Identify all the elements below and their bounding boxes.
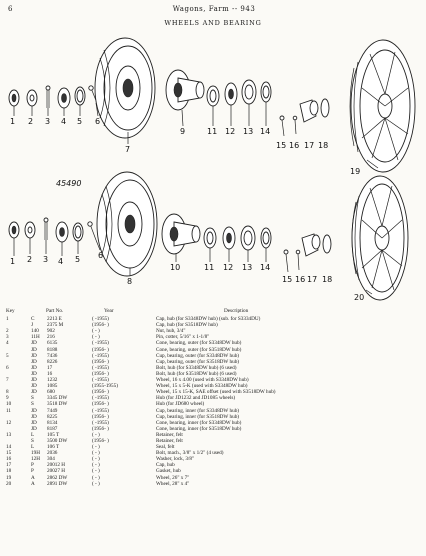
row-prefix: S [31, 395, 34, 402]
row-prefix: JD [31, 358, 37, 365]
row-prefix: 11H [31, 334, 40, 341]
hub-cap-part [9, 90, 19, 106]
row-description: Retainer, felt [156, 437, 183, 444]
callout: 2 [28, 117, 34, 126]
row-year: (1956- ) [92, 413, 109, 420]
row-key: 2 [6, 328, 9, 335]
callout: 15 [276, 141, 287, 150]
row-prefix: L [31, 444, 35, 451]
row-key: 14 [6, 444, 12, 451]
row-description: Cup, bearing, inner (for S3518DW hub) [156, 413, 240, 420]
bottom-assembly [9, 172, 408, 300]
row-number: 3345 DW [47, 395, 68, 402]
inner-cone-part [225, 83, 237, 105]
row-description: Washer, lock, 3/8" [156, 456, 195, 463]
callout: 4 [58, 257, 64, 266]
row-prefix: JD [31, 377, 37, 384]
row-key: 9 [6, 395, 9, 402]
row-prefix: 12H [31, 456, 40, 463]
row-year: ( - ) [92, 456, 100, 463]
row-number: 2891 DW [47, 480, 68, 487]
row-prefix: 19H [31, 450, 40, 457]
felt-retainer-part-b [241, 226, 255, 250]
hub-9 [166, 70, 204, 110]
row-description: Retainer, felt [156, 431, 183, 438]
hub-gasket-part-b [323, 235, 331, 253]
callout: 4 [61, 117, 67, 126]
row-year: ( - ) [92, 450, 100, 457]
row-description: Cup, bearing, outer (for S3518DW hub) [156, 358, 240, 365]
row-year: (1956- ) [92, 425, 109, 432]
row-prefix: S [31, 401, 34, 408]
row-prefix: JD [31, 340, 37, 347]
inner-cup-part [207, 86, 219, 106]
col-year-header: Year [104, 308, 114, 314]
row-number: 8225 [47, 413, 58, 420]
row-prefix: P [31, 462, 34, 469]
inner-cone-part-b [223, 227, 235, 249]
row-number: 20027 H [47, 468, 66, 475]
row-prefix: JD [31, 370, 37, 377]
row-prefix: JD [31, 389, 37, 396]
row-prefix: C [31, 316, 35, 323]
col-part-header: Part No. [46, 308, 64, 314]
exploded-parts-illustration [0, 28, 426, 304]
row-prefix: JD [31, 407, 37, 414]
hub-gasket-part [321, 99, 329, 117]
row-prefix: JD [31, 425, 37, 432]
row-year: ( -1955) [92, 395, 109, 402]
row-year: ( -1955) [92, 340, 109, 347]
callouts-top [10, 117, 360, 176]
page-title: Wagons, Farm -- 943 [172, 5, 256, 13]
row-key: 6 [6, 364, 9, 371]
row-year: ( -1955) [92, 407, 109, 414]
row-year: ( -1955) [92, 352, 109, 359]
felt-retainer-part [242, 80, 256, 104]
callout: 20 [354, 293, 365, 302]
row-number: 7449 [47, 407, 58, 414]
row-prefix: J [31, 322, 34, 329]
callout: 14 [260, 127, 271, 136]
row-prefix: L [31, 431, 35, 438]
lock-washer-part-b [296, 250, 300, 270]
row-description: Bolt, hub (for S3518DW hub) (6 used) [156, 370, 237, 377]
row-year: (1956- ) [92, 389, 109, 396]
row-number: 106 T [47, 444, 60, 451]
hub-10 [162, 214, 200, 254]
row-description: Pin, cotter, 5/16" x 1-1/8" [156, 334, 210, 341]
row-prefix: A [31, 474, 35, 481]
row-year: ( - ) [92, 474, 100, 481]
row-year: ( -1955) [92, 364, 109, 371]
disc-wheel-8 [97, 172, 157, 276]
callouts-bottom [10, 251, 364, 302]
row-year: ( -1955) [92, 316, 109, 323]
row-number: 1085 [47, 383, 58, 390]
callout: 5 [75, 255, 81, 264]
row-year: ( - ) [92, 462, 100, 469]
row-key: 18 [6, 468, 12, 475]
page-header [8, 4, 420, 16]
felt-seal-part [261, 82, 271, 102]
leader-lines [14, 102, 378, 294]
cotter-pin-part [46, 86, 50, 108]
row-number: 8226 [47, 358, 58, 365]
hub-nut-part [27, 90, 37, 106]
row-prefix: A [31, 480, 35, 487]
callout: 5 [77, 117, 83, 126]
callout: 11 [207, 127, 218, 136]
row-prefix: S [31, 437, 34, 444]
hub-cap-17-part [300, 100, 318, 122]
figure-id: 45490 [56, 179, 82, 188]
row-description: Wheel, 26" x 7" [156, 474, 190, 481]
row-number: 17 [47, 364, 53, 371]
callout: 2 [27, 255, 33, 264]
row-key: 5 [6, 352, 9, 359]
row-description: Hub (for JD680 wheel) [156, 401, 205, 408]
row-number: 1232 [47, 377, 58, 384]
row-description: Nut, hub, 3/4" [156, 328, 186, 335]
lock-washer-part [293, 116, 297, 134]
row-key: 17 [6, 462, 12, 469]
row-key: 3 [6, 334, 9, 341]
hub-cap-part-b [9, 222, 19, 238]
row-number: 902 [47, 328, 55, 335]
callout: 13 [243, 127, 254, 136]
inner-cup-part-b [204, 228, 216, 248]
row-description: Wheel, 16 x 4.00 (used with S3348DW hub) [156, 377, 249, 384]
row-key: 20 [6, 480, 12, 487]
row-number: 3518 DW [47, 401, 68, 408]
row-year: ( -1955) [92, 377, 109, 384]
page-number: 6 [8, 5, 13, 13]
row-description: Bolt, mach., 3/8" x 1/2" (4 used) [156, 450, 224, 457]
row-description: Cone, bearing, inner (for S3348DW hub) [156, 419, 242, 426]
row-description: Cap, hub (for S3348DW hub) (sub. for S3334DU) [156, 316, 261, 323]
cotter-pin-part-b [44, 218, 48, 240]
spoke-wheel-19 [350, 40, 415, 172]
row-number: 8188 [47, 346, 58, 353]
row-number: 7436 [47, 352, 58, 359]
row-number: 2213 E [47, 316, 62, 323]
row-description: Cup, bearing, inner (for S3348DW hub) [156, 407, 240, 414]
row-number: 680 [47, 389, 55, 396]
row-key: 7 [6, 377, 9, 384]
row-description: Wheel, 15 x 5-K (used with S3348DW hub) [156, 383, 248, 390]
row-description: Cone, bearing, inner (for S3518DW hub) [156, 425, 242, 432]
row-year: (1956- ) [92, 358, 109, 365]
disc-wheel-7 [95, 38, 155, 138]
row-prefix: JD [31, 419, 37, 426]
row-description: Cup, bearing, outer (for S3348DW hub) [156, 352, 240, 359]
row-description: Wheel, 28" x 4" [156, 480, 190, 487]
callout: 17 [304, 141, 315, 150]
callout: 7 [125, 145, 131, 154]
row-key: 10 [6, 401, 12, 408]
row-description: Gasket, hub [156, 468, 181, 475]
callout: 3 [43, 255, 49, 264]
row-year: ( - ) [92, 431, 100, 438]
hub-bolt-part-b [88, 222, 96, 240]
callout: 16 [289, 141, 300, 150]
table-row [6, 481, 422, 487]
row-number: 3500 DW [47, 437, 68, 444]
row-key: 15 [6, 450, 12, 457]
callout: 16 [295, 275, 306, 284]
row-prefix: JD [31, 364, 37, 371]
row-number: 2375 M [47, 322, 64, 329]
row-prefix: JD [31, 352, 37, 359]
callout: 8 [127, 277, 133, 286]
row-number: 20012 H [47, 462, 66, 469]
row-key: 13 [6, 431, 12, 438]
section-title: WHEELS AND BEARING [164, 19, 262, 27]
row-year: ( - ) [92, 444, 100, 451]
row-key: 16 [6, 456, 12, 463]
row-description: Seal, felt [156, 444, 175, 451]
row-prefix: JD [31, 383, 37, 390]
row-year: ( - ) [92, 328, 100, 335]
callout: 18 [322, 275, 333, 284]
callout: 14 [260, 263, 271, 272]
row-number: 2862 DW [47, 474, 68, 481]
row-key: 8 [6, 389, 9, 396]
row-prefix: P [31, 468, 34, 475]
callout: 6 [95, 117, 101, 126]
parts-list [6, 308, 422, 487]
row-description: Bolt, hub (for S3348DW hub) (6 used) [156, 364, 237, 371]
row-number: 8134 [47, 419, 58, 426]
col-desc-header: Description [224, 308, 249, 314]
callout: 17 [307, 275, 318, 284]
row-key: 4 [6, 340, 9, 347]
mach-bolt-part [280, 116, 284, 136]
row-year: (1956- ) [92, 370, 109, 377]
row-year: ( -1955) [92, 419, 109, 426]
callout: 12 [225, 127, 236, 136]
row-year: ( - ) [92, 468, 100, 475]
row-prefix: JD [31, 413, 37, 420]
row-number: 8187 [47, 425, 58, 432]
row-description: Hub (for JD1232 and JD1085 wheels) [156, 395, 236, 402]
row-description: Wheel, 15 x 15-K, SAE offset (used with S3518DW hub) [156, 389, 276, 396]
parts-list-header [6, 308, 422, 314]
row-key: 19 [6, 474, 12, 481]
row-number: 105 T [47, 431, 60, 438]
row-year: (1956- ) [92, 322, 109, 329]
row-key: 11 [6, 407, 11, 414]
callout: 1 [10, 117, 16, 126]
callout: 6 [98, 251, 104, 260]
row-number: 304 [47, 456, 55, 463]
row-number: 6135 [47, 340, 58, 347]
row-description: Cone, bearing, outer (for S3348DW hub) [156, 340, 242, 347]
callout: 13 [242, 263, 253, 272]
callout: 15 [282, 275, 293, 284]
outer-cup-part [75, 87, 85, 105]
parts-rows [6, 316, 422, 487]
outer-cone-part-b [56, 222, 68, 242]
row-description: Cap, hub [156, 462, 175, 469]
callout: 11 [204, 263, 215, 272]
row-year: (1956- ) [92, 437, 109, 444]
callout: 9 [180, 127, 186, 136]
spoke-wheel-20 [352, 176, 408, 300]
top-assembly [9, 38, 415, 172]
row-prefix: JD [31, 346, 37, 353]
row-number: 216 [47, 334, 55, 341]
row-key: 1 [6, 316, 9, 323]
row-number: 16 [47, 370, 53, 377]
row-prefix: 140 [31, 328, 39, 335]
callout: 19 [350, 167, 361, 176]
row-year: ( - ) [92, 480, 100, 487]
row-description: Cap, hub (for S3518DW hub) [156, 322, 218, 329]
callout: 10 [170, 263, 181, 272]
callout: 18 [318, 141, 329, 150]
row-year: (1955-1955) [92, 383, 118, 390]
felt-seal-part-b [261, 228, 271, 248]
row-description: Cone, bearing, outer (for S3518DW hub) [156, 346, 242, 353]
row-number: 2036 [47, 450, 58, 457]
col-key-header: Key [6, 308, 15, 314]
callout: 3 [45, 117, 51, 126]
callout: 12 [223, 263, 234, 272]
row-year: (1956- ) [92, 346, 109, 353]
callout: 1 [10, 257, 16, 266]
outer-cup-part-b [73, 223, 83, 241]
outer-cone-part [58, 88, 70, 108]
row-year: (1956- ) [92, 401, 109, 408]
row-year: ( - ) [92, 334, 100, 341]
mach-bolt-part-b [284, 250, 288, 272]
hub-nut-part-b [25, 222, 35, 238]
row-key: 12 [6, 419, 12, 426]
hub-cap-17-part-b [302, 234, 320, 256]
